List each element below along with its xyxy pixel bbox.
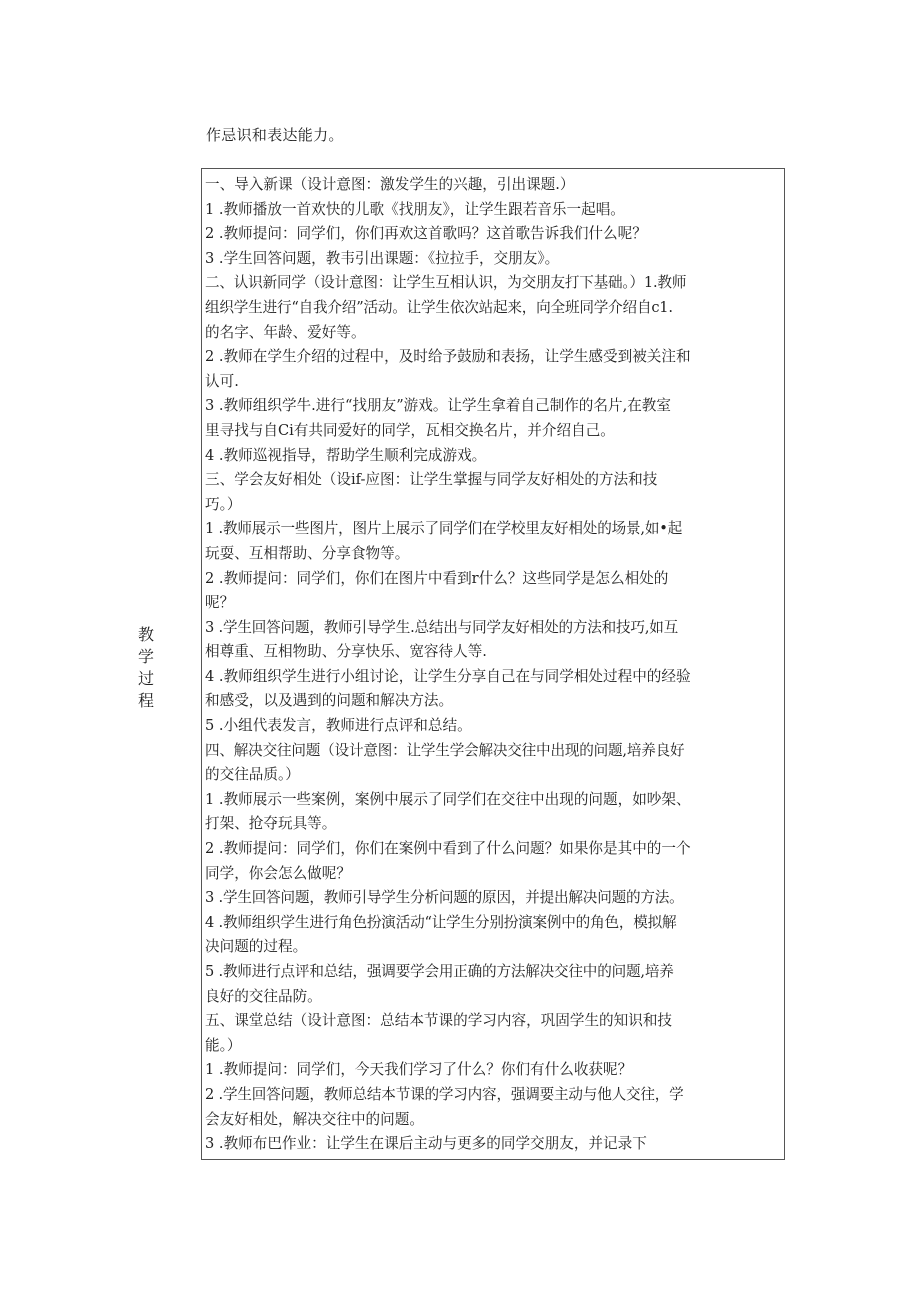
- lesson-table: [201, 168, 785, 1160]
- content-line: 的交往品质。）: [205, 766, 300, 784]
- content-line: 会友好相处，解决交往中的问题。: [205, 1110, 424, 1128]
- content-line: 决问题的过程。: [205, 938, 308, 956]
- content-line: 的名字、年龄、爱好等。: [205, 323, 366, 341]
- content-line: 4 .教师巡视指导，帮助学生顺利完成游戏。: [205, 446, 487, 464]
- content-line: 和感受，以及遇到的问题和解决方法。: [205, 692, 454, 710]
- intro-text: 作忌识和表达能力。: [206, 126, 344, 144]
- content-line: 良好的交往品防。: [205, 987, 322, 1005]
- content-line: 同学，你会怎么做呢？: [205, 864, 351, 882]
- content-line: 3 .教师组织学牛.进行“找朋友”游戏。让学生拿着自己制作的名片,在教室: [205, 397, 671, 415]
- content-line: 打架、抢夺玩具等。: [205, 815, 337, 833]
- content-line: 巧。）: [205, 495, 242, 513]
- content-line: 二、认识新同学（设计意图：让学生互相认识，为交朋友打下基础。）1.教师: [205, 274, 687, 292]
- content-line: 3 .教师布巴作业：让学生在课后主动与更多的同学交朋友，并记录下: [205, 1135, 647, 1153]
- content-line: 4 .教师组织学生进行小组讨论，让学生分享自己在与同学相处过程中的经验: [205, 667, 691, 685]
- content-line: 2 .教师提问：同学们，你们在图片中看到r什么？这些同学是怎么相处的: [205, 569, 669, 587]
- content-line: 组织学生进行“自我介绍”活动。让学生依次站起来，向全班同学介绍自c1.: [205, 298, 673, 316]
- content-line: 一、导入新课（设计意图：激发学生的兴趣，引出课题.）: [205, 176, 575, 193]
- content-line: 2 .教师提问：同学们，你们再欢这首歌吗？这首歌告诉我们什么呢？: [205, 225, 647, 243]
- content-line: 玩耍、互相帮助、分享食物等。: [205, 544, 410, 562]
- section-label: 教学过程: [137, 625, 154, 710]
- content-line: 4 .教师组织学生进行角色扮演活动“让学生分别扮演案例中的角色，模拟解: [205, 913, 677, 931]
- content-line: 1 .教师提问：同学们，今天我们学习了什么？你们有什么收获呢？: [205, 1061, 633, 1079]
- content-line: 5 .小组代表发言，教师进行点评和总结。: [205, 717, 472, 735]
- content-line: 相尊重、互相物助、分享快乐、宽容待人等.: [205, 643, 487, 661]
- content-line: 2 .教师在学生介绍的过程中，及时给予鼓励和表扬，让学生感受到被关注和: [205, 348, 691, 366]
- content-line: 认可.: [205, 372, 239, 390]
- content-line: 1 .教师展示一些案例，案例中展示了同学们在交往中出现的问题，如吵架、: [205, 790, 691, 808]
- content-line: 1 .教师播放一首欢快的儿歌《找朋友》，让学生跟若音乐一起唱。: [205, 200, 625, 218]
- content-line: 1 .教师展示一些图片，图片上展示了同学们在学校里友好相处的场景,如•起: [205, 520, 683, 538]
- content-line: 3 .学生回答问题，教韦引出课题：《拉拉手，交朋友》。: [205, 249, 560, 267]
- content-line: 3 .学生回答问题，教师引导学生分析问题的原因，并提出解决问题的方法。: [205, 889, 684, 907]
- content-line: 三、学会友好相处（设if-应图：让学生掌握与同学友好相处的方法和技: [205, 471, 658, 489]
- content-line: 3 .学生回答问题，教师引导学生.总结出与同学友好相处的方法和技巧,如互: [205, 618, 679, 636]
- content-line: 能。）: [205, 1036, 242, 1054]
- content-line: 呢？: [205, 594, 235, 612]
- content-line: 5 .教师进行点评和总结，强调要学会用正确的方法解决交往中的问题,培养: [205, 963, 674, 980]
- content-line: 四、解决交往问题（设计意图：让学生学会解决交往中出现的问题,培养良好: [205, 741, 685, 759]
- content-line: 2 .学生回答问题，教师总结本节课的学习内容，强调要主动与他人交往，学: [205, 1085, 684, 1103]
- content-line: 2 .教师提问：同学们，你们在案例中看到了什么问题？如果你是其中的一个: [205, 840, 691, 858]
- content-line: 里寻找与自Ci有共同爱好的同学，瓦相交换名片，并介绍自己。: [205, 421, 615, 439]
- lesson-content: [205, 173, 781, 1157]
- content-line: 五、课堂总结（设计意图：总结本节课的学习内容，巩固学生的知识和技: [205, 1012, 673, 1030]
